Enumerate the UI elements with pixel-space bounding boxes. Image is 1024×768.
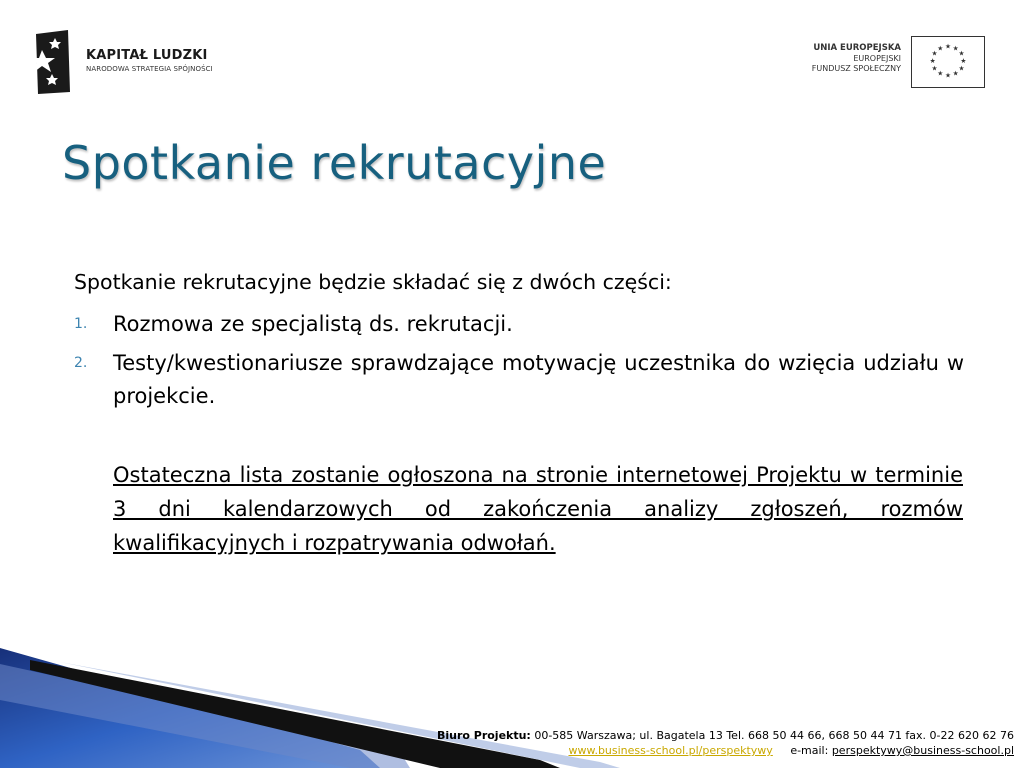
list-item-number: 2.: [74, 355, 88, 371]
svg-text:★: ★: [960, 56, 967, 65]
list-item-text: Rozmowa ze specjalistą ds. rekrutacji.: [113, 312, 513, 336]
list-item-text: Testy/kwestionariusze sprawdzające motywację uczestnika do wzięcia udziału w projekcie.: [113, 351, 964, 408]
kapital-ludzki-title: KAPITAŁ LUDZKI: [86, 48, 208, 63]
footer: [437, 728, 1014, 758]
website-link[interactable]: www.business-school.pl/perspektywy: [568, 744, 773, 757]
svg-text:★: ★: [952, 69, 959, 78]
list-item: [74, 347, 964, 413]
kapital-ludzki-logo: [28, 30, 238, 96]
eu-line-1: UNIA EUROPEJSKA: [813, 43, 901, 53]
svg-text:★: ★: [944, 71, 952, 80]
svg-text:★: ★: [931, 64, 938, 73]
svg-text:★: ★: [958, 49, 965, 58]
kapital-ludzki-emblem-icon: [28, 30, 74, 94]
svg-text:★: ★: [937, 69, 944, 78]
kapital-ludzki-subtitle: NARODOWA STRATEGIA SPÓJNOŚCI: [86, 65, 213, 73]
slide-title: Spotkanie rekrutacyjne: [62, 136, 607, 190]
eu-logo: [795, 36, 985, 90]
list-item: [74, 308, 964, 341]
email-label: e-mail:: [790, 744, 829, 757]
final-list-note: Ostateczna lista zostanie ogłoszona na stronie internetowej Projektu w terminie 3 dni kalendarzowych od zakończenia analizy zgłoszeń, rozmów kwalifikacyjnych i rozpatrywania odwołań.: [113, 463, 963, 555]
eu-flag-icon: [911, 36, 985, 88]
svg-text:★: ★: [937, 44, 944, 53]
svg-text:★: ★: [929, 56, 936, 65]
footer-label: Biuro Projektu:: [436, 729, 531, 742]
numbered-list: [74, 308, 964, 419]
svg-text:★: ★: [958, 64, 965, 73]
list-item-number: 1.: [74, 316, 88, 332]
svg-text:★: ★: [931, 49, 938, 58]
footer-address: 00-585 Warszawa; ul. Bagatela 13 Tel. 668 50 44 66, 668 50 44 71 fax. 0-22 620 62 76: [534, 729, 1014, 742]
svg-text:★: ★: [944, 42, 952, 51]
intro-text: Spotkanie rekrutacyjne będzie składać się z dwóch części:: [74, 270, 672, 294]
eu-line-2: EUROPEJSKI: [853, 54, 901, 63]
email-link[interactable]: perspektywy@business-school.pl: [831, 744, 1014, 757]
eu-line-3: FUNDUSZ SPOŁECZNY: [811, 64, 901, 73]
svg-text:★: ★: [952, 44, 959, 53]
